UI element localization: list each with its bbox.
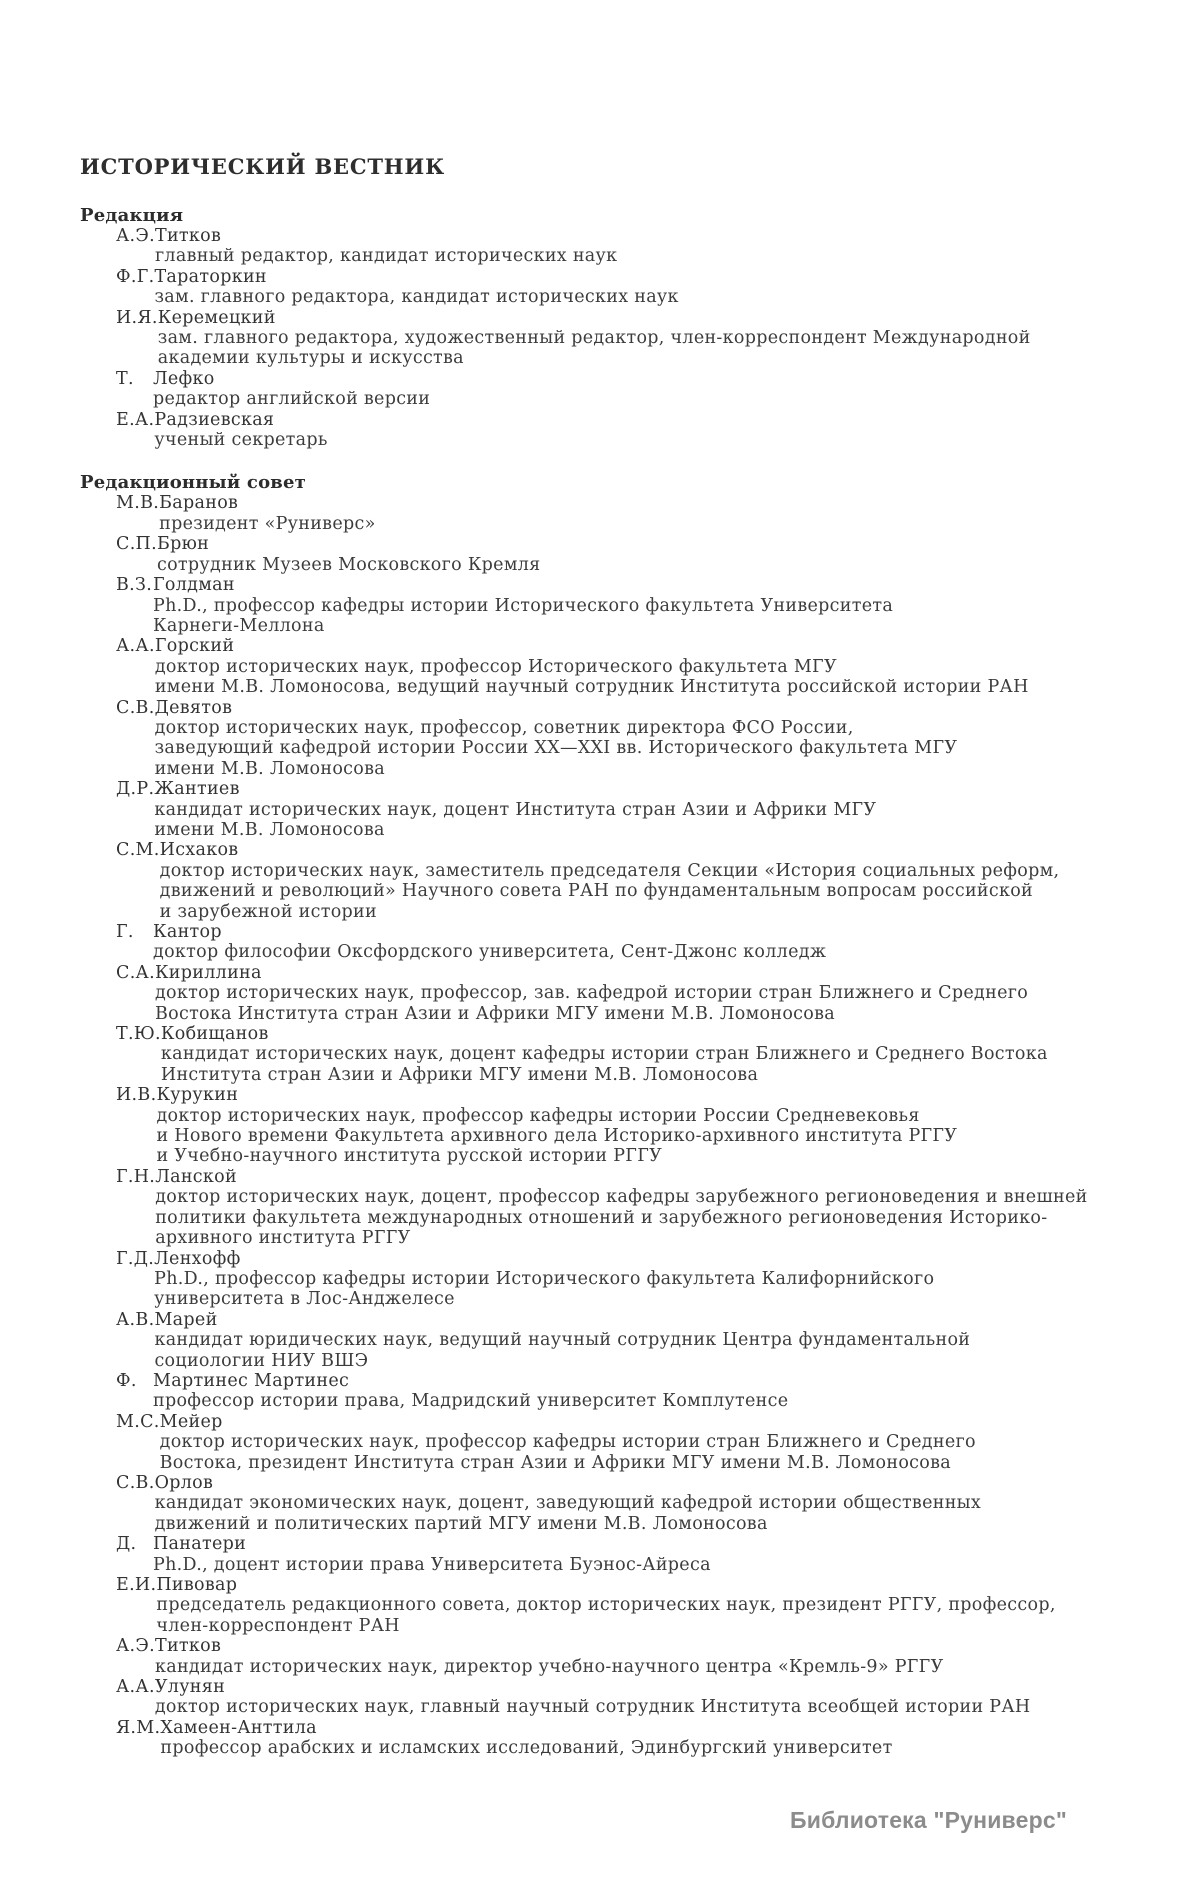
member-entry	[80, 308, 1160, 369]
member-role-line: редактор английской версии	[153, 389, 431, 410]
member-surname: Пивовар	[156, 1575, 238, 1595]
member-surname: Мейер	[159, 1411, 223, 1432]
member-body	[155, 1167, 1160, 1249]
member-entry	[80, 534, 1160, 575]
member-role-line: политики факультета международных отношений и зарубежного регионоведения Историко-	[155, 1207, 1048, 1228]
member-surname: Брюн	[156, 534, 210, 555]
member-surname: Мартинес Мартинес	[153, 1370, 350, 1391]
member-role-line: зам. главного редактора, кандидат исторических наук	[154, 287, 679, 308]
member-body	[160, 840, 1160, 922]
member-body	[153, 1534, 1160, 1575]
member-role-line: доктор исторических наук, профессор, советник директора ФСО России,	[154, 717, 854, 738]
member-role-line: Института стран Азии и Африки МГУ имени М.В. Ломоносова	[160, 1064, 759, 1085]
member-role-line: архивного института РГГУ	[155, 1228, 411, 1249]
member-body	[153, 575, 1160, 636]
member-role-line: профессор арабских и исламских исследований, Эдинбургский университет	[160, 1738, 893, 1759]
member-entry	[80, 636, 1160, 697]
member-role-line: доктор исторических наук, профессор Исторического факультета МГУ	[154, 656, 837, 677]
member-entry	[80, 1534, 1160, 1575]
member-body	[153, 922, 1160, 963]
member-role-line: и Нового времени Факультета архивного дела Историко-архивного института РГГУ	[156, 1126, 958, 1147]
member-entry	[80, 963, 1160, 1024]
member-role-line: кандидат исторических наук, доцент Института стран Азии и Африки МГУ	[154, 799, 877, 820]
member-body	[156, 1575, 1160, 1636]
member-body	[155, 963, 1160, 1024]
member-initials: Ф.Г.	[116, 266, 155, 287]
member-initials: Г.Д.	[116, 1248, 155, 1269]
member-initials: Д.	[116, 1534, 137, 1555]
member-entry	[80, 840, 1160, 922]
member-initials: А.А.	[116, 636, 155, 657]
member-entry	[80, 1412, 1160, 1473]
member-role-line: и зарубежной истории	[159, 901, 377, 922]
members-list	[80, 493, 1160, 1758]
member-surname: Радзиевская	[154, 409, 275, 430]
member-surname: Лефко	[153, 368, 215, 389]
section-heading: Редакция	[80, 205, 184, 226]
member-surname: Ленхофф	[154, 1248, 241, 1269]
member-surname: Курукин	[156, 1085, 239, 1106]
member-entry	[80, 1024, 1160, 1085]
member-entry	[80, 575, 1160, 636]
member-initials: В.З.	[116, 575, 153, 596]
member-role-line: кандидат юридических наук, ведущий научный сотрудник Центра фундаментальной	[154, 1330, 971, 1351]
member-surname: Горский	[154, 636, 235, 657]
member-initials: Д.Р.	[116, 779, 155, 800]
member-body	[161, 1024, 1160, 1085]
member-role-line: движений и политических партий МГУ имени М.В. Ломоносова	[154, 1513, 768, 1534]
member-body	[154, 1249, 1160, 1310]
member-role-line: профессор истории права, Мадридский университет Комплутенсе	[153, 1391, 789, 1412]
member-surname: Кириллина	[154, 962, 262, 983]
member-body	[153, 369, 1160, 410]
member-surname: Хамеен-Анттила	[160, 1717, 317, 1738]
member-entry	[80, 1636, 1160, 1677]
member-surname: Жантиев	[154, 779, 240, 800]
member-initials: А.Э.	[116, 226, 155, 246]
member-body	[160, 1412, 1160, 1473]
member-entry	[80, 1371, 1160, 1412]
member-initials: С.П.	[116, 534, 157, 555]
member-role-line: зам. главного редактора, художественный редактор, член-корреспондент Международной	[157, 328, 1031, 349]
member-initials: М.В.	[116, 493, 160, 514]
member-role-line: университета в Лос-Анджелесе	[154, 1289, 455, 1310]
member-role-line: ученый секретарь	[154, 430, 328, 451]
member-role-line: заведующий кафедрой истории России XX—XXI вв. Исторического факультета МГУ	[154, 738, 958, 759]
member-body	[157, 534, 1160, 575]
member-surname: Улунян	[154, 1677, 226, 1698]
member-role-line: член-корреспондент РАН	[156, 1615, 400, 1636]
member-body	[155, 698, 1160, 780]
member-initials: А.В.	[116, 1309, 155, 1330]
member-body	[154, 410, 1160, 451]
member-surname: Кобищанов	[160, 1024, 269, 1045]
member-role-line: имени М.В. Ломоносова	[154, 758, 385, 779]
member-surname: Голдман	[153, 575, 235, 596]
member-surname: Баранов	[159, 493, 239, 514]
member-body	[154, 267, 1160, 308]
member-initials: С.А.	[116, 962, 155, 983]
member-entry	[80, 1249, 1160, 1310]
member-surname: Керемецкий	[157, 307, 276, 328]
member-role-line: главный редактор, кандидат исторических наук	[154, 246, 618, 267]
member-body	[153, 1371, 1160, 1412]
member-role-line: Ph.D., профессор кафедры истории Исторического факультета Университета	[153, 595, 894, 616]
member-initials: Е.А.	[116, 409, 155, 430]
member-entry	[80, 922, 1160, 963]
member-surname: Титков	[154, 226, 222, 246]
member-initials: Т.	[116, 368, 134, 389]
member-entry	[80, 1310, 1160, 1371]
member-entry	[80, 493, 1160, 534]
member-body	[154, 1310, 1160, 1371]
member-surname: Титков	[154, 1636, 222, 1657]
member-role-line: и Учебно-научного института русской истории РГГУ	[156, 1146, 663, 1167]
runivers-library-watermark: Библиотека "Руниверс"	[790, 1807, 1067, 1833]
member-body	[155, 1636, 1160, 1677]
member-initials: Г.	[116, 922, 134, 942]
editorial-sections	[80, 205, 1160, 1759]
member-entry	[80, 267, 1160, 308]
member-entry	[80, 698, 1160, 780]
member-role-line: доктор исторических наук, профессор кафедры истории стран Ближнего и Среднего	[159, 1432, 976, 1453]
member-role-line: кандидат исторических наук, доцент кафедры истории стран Ближнего и Среднего Востока	[160, 1044, 1048, 1065]
member-role-line: кандидат исторических наук, директор учебно-научного центра «Кремль-9» РГГУ	[154, 1656, 944, 1677]
member-surname: Ланской	[155, 1166, 237, 1187]
member-role-line: Востока, президент Института стран Азии и Африки МГУ имени М.В. Ломоносова	[159, 1452, 952, 1473]
member-initials: А.А.	[116, 1677, 155, 1698]
member-entry	[80, 1167, 1160, 1249]
member-initials: И.В.	[116, 1085, 157, 1106]
member-initials: М.С.	[116, 1411, 160, 1432]
member-body	[156, 1085, 1160, 1167]
member-role-line: доктор исторических наук, профессор кафедры истории России Средневековья	[156, 1105, 920, 1126]
member-body	[159, 493, 1160, 534]
member-role-line: доктор исторических наук, заместитель председателя Секции «История социальных реформ,	[159, 860, 1060, 881]
member-role-line: Ph.D., доцент истории права Университета Буэнос-Айреса	[153, 1554, 711, 1575]
members-list	[80, 226, 1160, 450]
member-initials: Ф.	[116, 1370, 137, 1391]
member-initials: Я.М.	[116, 1717, 161, 1738]
section-editorial-board	[80, 472, 1160, 1758]
member-role-line: имени М.В. Ломоносова	[154, 819, 385, 840]
member-role-line: кандидат экономических наук, доцент, заведующий кафедрой истории общественных	[154, 1493, 982, 1514]
member-role-line: социологии НИУ ВШЭ	[154, 1350, 369, 1371]
member-body	[155, 636, 1160, 697]
member-body	[160, 1718, 1160, 1759]
member-entry	[80, 410, 1160, 451]
member-role-line: имени М.В. Ломоносова, ведущий научный сотрудник Института российской истории РАН	[154, 677, 1029, 698]
member-initials: С.В.	[116, 1472, 155, 1493]
member-role-line: председатель редакционного совета, доктор исторических наук, президент РГГУ, профессор,	[156, 1595, 1056, 1616]
member-role-line: президент «Руниверс»	[159, 513, 376, 534]
section-heading: Редакционный совет	[80, 472, 306, 494]
member-body	[155, 1677, 1160, 1718]
member-body	[155, 1473, 1160, 1534]
member-initials: Г.Н.	[116, 1166, 156, 1187]
member-entry	[80, 1473, 1160, 1534]
member-role-line: доктор исторических наук, главный научный сотрудник Института всеобщей истории РАН	[154, 1697, 1031, 1718]
section-editors	[80, 205, 1160, 450]
page-title: ИСТОРИЧЕСКИЙ ВЕСТНИК	[80, 154, 445, 179]
member-surname: Орлов	[154, 1472, 214, 1493]
member-entry	[80, 779, 1160, 840]
member-surname: Тараторкин	[154, 266, 267, 287]
member-surname: Кантор	[153, 922, 222, 942]
member-entry	[80, 1677, 1160, 1718]
member-entry	[80, 1085, 1160, 1167]
member-role-line: Карнеги-Меллона	[153, 615, 325, 636]
member-initials: И.Я.	[116, 307, 158, 328]
member-surname: Марей	[154, 1309, 218, 1330]
member-role-line: Востока Института стран Азии и Африки МГУ имени М.В. Ломоносова	[154, 1003, 835, 1024]
member-body	[155, 226, 1160, 267]
member-role-line: академии культуры и искусства	[157, 348, 464, 369]
member-entry	[80, 369, 1160, 410]
member-role-line: сотрудник Музеев Московского Кремля	[156, 554, 541, 575]
member-initials: Е.И.	[116, 1575, 157, 1595]
member-role-line: доктор исторических наук, доцент, профессор кафедры зарубежного регионоведения и внешней	[155, 1187, 1088, 1208]
member-entry	[80, 226, 1160, 267]
member-surname: Девятов	[154, 697, 233, 718]
member-role-line: доктор исторических наук, профессор, зав. кафедрой истории стран Ближнего и Среднего	[154, 983, 1029, 1004]
member-role-line: доктор философии Оксфордского университета, Сент-Джонс колледж	[153, 942, 827, 963]
member-initials: Т.Ю.	[116, 1024, 161, 1045]
member-initials: А.Э.	[116, 1636, 155, 1657]
member-surname: Исхаков	[159, 840, 239, 861]
member-initials: С.М.	[116, 840, 160, 861]
member-surname: Панатери	[153, 1534, 247, 1555]
member-body	[154, 779, 1160, 840]
member-role-line: движений и революций» Научного совета РАН по фундаментальным вопросам российской	[159, 881, 1034, 902]
member-initials: С.В.	[116, 697, 155, 718]
member-role-line: Ph.D., профессор кафедры истории Исторического факультета Калифорнийского	[154, 1268, 935, 1289]
member-body	[158, 308, 1160, 369]
member-entry	[80, 1575, 1160, 1636]
member-entry	[80, 1718, 1160, 1759]
